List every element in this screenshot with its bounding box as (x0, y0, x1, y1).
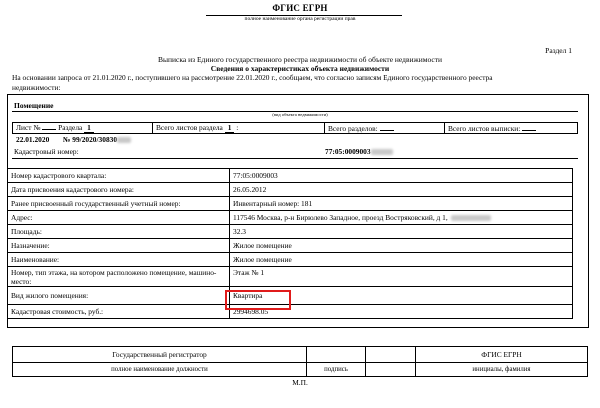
table-row (8, 239, 573, 253)
highlight-box (225, 290, 291, 310)
registrar-title: Государственный регистратор (13, 347, 307, 363)
total-sections-label: Всего разделов: (328, 123, 378, 133)
row-value: Жилое помещение (230, 253, 573, 267)
registrar-org: ФГИС ЕГРН (416, 347, 588, 363)
registration-number: 99/2020/30830 (72, 135, 118, 144)
signature-blank (307, 347, 366, 363)
row-label: Ранее присвоенный государственный учетный номер: (8, 197, 230, 211)
row-label: Кадастровая стоимость, руб.: (8, 305, 230, 319)
total-section-sheets-label: Всего листов раздела (156, 123, 223, 132)
document-title: Выписка из Единого государственного реестра недвижимости об объекте недвижимости (157, 55, 443, 64)
row-value: 77:05:0009003 (230, 169, 573, 183)
section-number-value: 1 (84, 123, 94, 133)
sheet-number-label: Лист № (16, 123, 41, 132)
table-row (8, 253, 573, 267)
table-row (8, 211, 573, 225)
registration-date: 22.01.2020 (16, 135, 50, 144)
registration-line (16, 135, 131, 144)
spacer-cell (366, 363, 416, 377)
total-section-sheets-value: 1 (225, 123, 235, 133)
position-caption: полное наименование должности (13, 363, 307, 377)
row-label: Адрес: (8, 211, 230, 225)
section-label: Раздел 1 (545, 46, 572, 55)
cadastral-number-label: Кадастровый номер: (14, 147, 79, 156)
org-title: ФГИС ЕГРН (272, 3, 328, 13)
sheet-info-table (12, 122, 578, 134)
basis-text-line-1: На основании запроса от 21.01.2020 г., поступившего на рассмотрение 22.01.2020 г., сообщаем, что согласно записям Единого государственного реестра (12, 73, 493, 82)
row-value: Инвентарный номер: 181 (230, 197, 573, 211)
cadastral-rule (12, 158, 578, 159)
row-label: Назначение: (8, 239, 230, 253)
total-sections-cell (325, 123, 445, 134)
object-type-caption: (вид объекта недвижимости) (272, 112, 328, 117)
table-row (8, 267, 573, 287)
registration-number-label: № (62, 135, 71, 144)
row-value: 32.3 (230, 225, 573, 239)
row-value: Жилое помещение (230, 239, 573, 253)
row-value-cell (230, 211, 573, 225)
section-number-label: Раздела (58, 123, 83, 132)
table-row (8, 225, 573, 239)
redacted-mark (117, 137, 131, 143)
table-row (13, 347, 588, 363)
row-value: 26.05.2012 (230, 183, 573, 197)
total-sheets-cell (445, 123, 578, 134)
signature-table (12, 346, 588, 377)
spacer-cell (366, 347, 416, 363)
total-section-sheets-cell: Всего листов раздела 1 : (153, 123, 325, 134)
row-label: Дата присвоения кадастрового номера: (8, 183, 230, 197)
cadastral-number-value: 77:05:0009003 (325, 147, 371, 156)
table-row (8, 197, 573, 211)
sheet-number-cell (13, 123, 153, 134)
total-sheets-label: Всего листов выписки: (448, 123, 521, 133)
redacted-mark (451, 215, 491, 221)
row-value: Этаж № 1 (230, 267, 573, 287)
row-label: Вид жилого помещения: (8, 287, 230, 305)
signature-caption: подпись (307, 363, 366, 377)
row-label: Номер кадастрового квартала: (8, 169, 230, 183)
cadastral-number-value-wrap (325, 147, 393, 156)
name-caption: инициалы, фамилия (416, 363, 588, 377)
table-row (13, 363, 588, 377)
row-label: Номер, тип этажа, на котором расположено помещение, машино-место: (8, 267, 230, 287)
object-type: Помещение (14, 101, 54, 110)
table-row (8, 183, 573, 197)
document-subtitle: Сведения о характеристиках объекта недвижимости (210, 64, 390, 73)
row-value: Квартира (230, 287, 573, 305)
basis-text-line-2: недвижимости: (12, 83, 61, 92)
stamp-placeholder: М.П. (292, 378, 308, 387)
row-value: 117546 Москва, р-н Бирюлево Западное, проезд Востряковский, д 1, (233, 213, 448, 222)
row-value: 2994698.05 (230, 305, 573, 319)
org-subtitle: полное наименование органа регистрации прав (244, 16, 356, 22)
table-row (8, 169, 573, 183)
redacted-mark (371, 149, 393, 155)
row-label: Площадь: (8, 225, 230, 239)
row-label: Наименование: (8, 253, 230, 267)
